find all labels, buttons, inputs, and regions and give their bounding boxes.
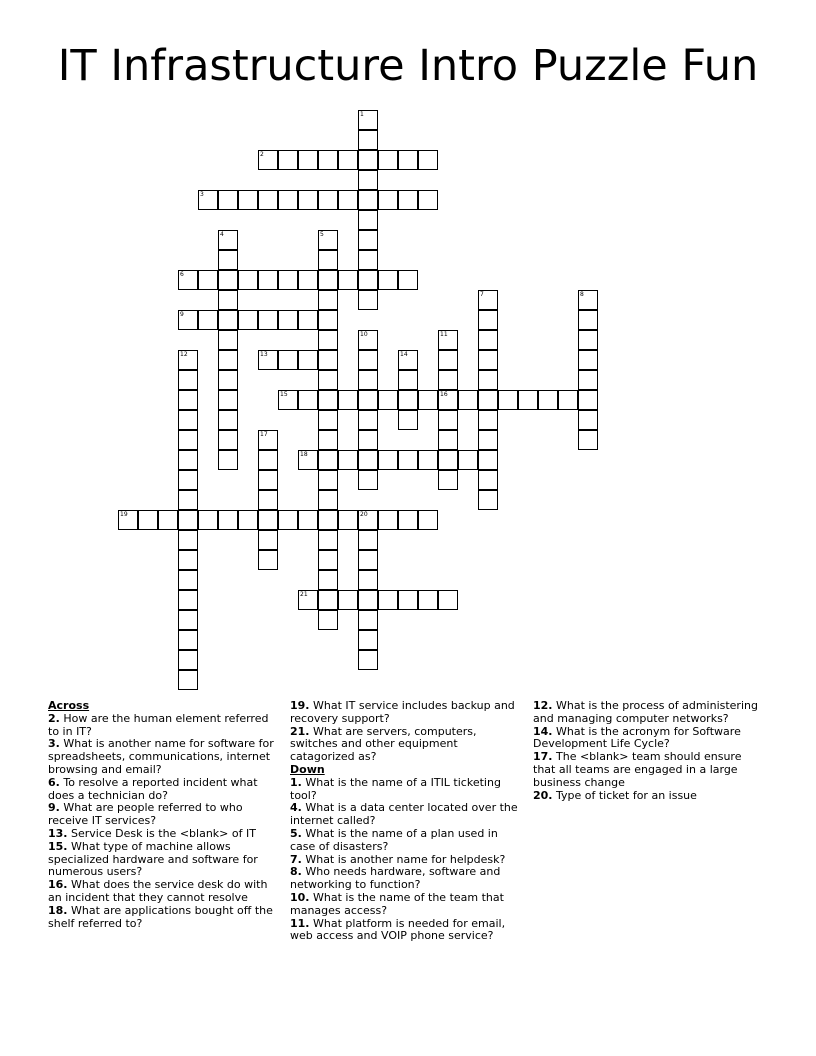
grid-cell[interactable] — [178, 670, 198, 690]
grid-cell[interactable] — [218, 290, 238, 310]
grid-cell[interactable] — [178, 590, 198, 610]
grid-cell[interactable] — [398, 270, 418, 290]
grid-cell[interactable] — [258, 470, 278, 490]
grid-cell[interactable] — [418, 390, 438, 410]
grid-cell[interactable] — [318, 570, 338, 590]
clue-text: What type of machine allows specialized hardware and software for numerous users? — [48, 839, 258, 879]
grid-cell[interactable] — [338, 270, 358, 290]
grid-cell[interactable] — [578, 330, 598, 350]
grid-cell[interactable] — [178, 470, 198, 490]
grid-cell[interactable] — [338, 510, 358, 530]
grid-cell[interactable] — [458, 450, 478, 470]
grid-cell[interactable] — [418, 510, 438, 530]
grid-cell[interactable] — [478, 290, 498, 310]
grid-cell[interactable] — [318, 390, 338, 410]
grid-cell[interactable] — [278, 190, 298, 210]
grid-cell[interactable] — [438, 590, 458, 610]
grid-cell[interactable] — [278, 310, 298, 330]
down-heading: Down — [290, 762, 325, 776]
grid-cell[interactable] — [258, 190, 278, 210]
clue-number: 13. — [48, 826, 68, 840]
clue-number: 12. — [533, 699, 553, 712]
grid-cell[interactable] — [438, 430, 458, 450]
grid-cell[interactable] — [398, 590, 418, 610]
grid-cell[interactable] — [358, 170, 378, 190]
grid-cell[interactable] — [358, 330, 378, 350]
clue-number: 2. — [48, 711, 60, 725]
down-clue — [290, 918, 522, 944]
grid-cell[interactable] — [318, 410, 338, 430]
clue-text: What IT service includes backup and recovery support? — [290, 699, 515, 725]
grid-cell[interactable] — [418, 150, 438, 170]
across-clue — [48, 713, 278, 739]
grid-cell[interactable] — [358, 150, 378, 170]
grid-cell[interactable] — [258, 510, 278, 530]
clue-number-label: 6 — [180, 271, 184, 278]
grid-cell[interactable] — [478, 310, 498, 330]
grid-cell[interactable] — [258, 430, 278, 450]
grid-cell[interactable] — [438, 330, 458, 350]
grid-cell[interactable] — [478, 370, 498, 390]
clue-text: What are applications bought off the shelf referred to? — [48, 903, 273, 930]
across-clue — [48, 777, 278, 803]
clue-number: 20. — [533, 788, 553, 802]
grid-cell[interactable] — [578, 290, 598, 310]
grid-cell[interactable] — [378, 390, 398, 410]
clue-number: 19. — [290, 699, 310, 712]
grid-cell[interactable] — [358, 410, 378, 430]
grid-cell[interactable] — [338, 590, 358, 610]
clue-text: What are servers, computers, switches and other equipment catagorized as? — [290, 724, 477, 764]
down-clue — [290, 892, 522, 918]
grid-cell[interactable] — [358, 110, 378, 130]
grid-cell[interactable] — [218, 510, 238, 530]
grid-cell[interactable] — [358, 590, 378, 610]
grid-cell[interactable] — [258, 450, 278, 470]
clue-text: The <blank> team should ensure that all teams are engaged in a large business change — [533, 750, 742, 789]
clue-number-label: 9 — [180, 311, 184, 318]
grid-cell[interactable] — [358, 270, 378, 290]
grid-cell[interactable] — [258, 490, 278, 510]
clue-number-label: 1 — [360, 111, 364, 118]
grid-cell[interactable] — [218, 410, 238, 430]
grid-cell[interactable] — [358, 250, 378, 270]
grid-cell[interactable] — [378, 590, 398, 610]
clue-number-label: 10 — [360, 331, 368, 338]
grid-cell[interactable] — [478, 490, 498, 510]
grid-cell[interactable] — [358, 190, 378, 210]
clue-number: 7. — [290, 852, 302, 866]
grid-cell[interactable] — [198, 190, 218, 210]
grid-cell[interactable] — [398, 150, 418, 170]
clue-number-label: 15 — [280, 391, 288, 398]
grid-cell[interactable] — [338, 390, 358, 410]
grid-cell[interactable] — [398, 390, 418, 410]
grid-cell[interactable] — [558, 390, 578, 410]
clue-text: What is the acronym for Software Development Life Cycle? — [533, 724, 741, 751]
grid-cell[interactable] — [418, 450, 438, 470]
grid-cell[interactable] — [378, 150, 398, 170]
across-clue — [48, 802, 278, 828]
grid-cell[interactable] — [498, 390, 518, 410]
clue-number: 21. — [290, 724, 310, 738]
clue-number-label: 7 — [480, 291, 484, 298]
grid-cell[interactable] — [358, 230, 378, 250]
grid-cell[interactable] — [478, 390, 498, 410]
grid-cell[interactable] — [358, 130, 378, 150]
grid-cell[interactable] — [338, 150, 358, 170]
grid-cell[interactable] — [318, 490, 338, 510]
grid-cell[interactable] — [318, 330, 338, 350]
grid-cell[interactable] — [218, 390, 238, 410]
grid-cell[interactable] — [298, 350, 318, 370]
grid-cell[interactable] — [178, 610, 198, 630]
clue-text: How are the human element referred to in IT? — [48, 711, 269, 738]
grid-cell[interactable] — [278, 350, 298, 370]
grid-cell[interactable] — [298, 450, 318, 470]
grid-cell[interactable] — [318, 150, 338, 170]
grid-cell[interactable] — [398, 350, 418, 370]
grid-cell[interactable] — [118, 510, 138, 530]
grid-cell[interactable] — [218, 250, 238, 270]
clue-text: What is another name for software for spreadsheets, communications, internet browsing and email? — [48, 737, 274, 776]
clue-number-label: 16 — [440, 391, 448, 398]
grid-cell[interactable] — [178, 490, 198, 510]
clue-number-label: 11 — [440, 331, 448, 338]
grid-cell[interactable] — [338, 450, 358, 470]
grid-cell[interactable] — [158, 510, 178, 530]
clue-number: 16. — [48, 878, 68, 892]
grid-cell[interactable] — [178, 370, 198, 390]
grid-cell[interactable] — [218, 350, 238, 370]
across-clue — [48, 905, 278, 931]
grid-cell[interactable] — [178, 390, 198, 410]
grid-cell[interactable] — [178, 510, 198, 530]
grid-cell[interactable] — [258, 530, 278, 550]
grid-cell[interactable] — [258, 270, 278, 290]
grid-cell[interactable] — [438, 370, 458, 390]
down-clue — [533, 700, 765, 726]
grid-cell[interactable] — [278, 390, 298, 410]
grid-cell[interactable] — [438, 470, 458, 490]
clue-number-label: 3 — [200, 191, 204, 198]
grid-cell[interactable] — [318, 590, 338, 610]
clue-text: To resolve a reported incident what does a technician do? — [48, 775, 258, 802]
grid-cell[interactable] — [358, 650, 378, 670]
grid-cell[interactable] — [578, 390, 598, 410]
puzzle-title: IT Infrastructure Intro Puzzle Fun — [57, 41, 759, 91]
grid-cell[interactable] — [218, 330, 238, 350]
grid-cell[interactable] — [438, 450, 458, 470]
down-clue — [290, 802, 522, 828]
clue-number-label: 18 — [300, 451, 308, 458]
grid-cell[interactable] — [578, 310, 598, 330]
grid-cell[interactable] — [318, 530, 338, 550]
clue-number: 18. — [48, 903, 68, 917]
grid-cell[interactable] — [198, 270, 218, 290]
grid-cell[interactable] — [398, 410, 418, 430]
grid-cell[interactable] — [458, 390, 478, 410]
grid-cell[interactable] — [358, 370, 378, 390]
grid-cell[interactable] — [318, 350, 338, 370]
clue-number: 17. — [533, 750, 553, 764]
grid-cell[interactable] — [298, 190, 318, 210]
grid-cell[interactable] — [178, 450, 198, 470]
grid-cell[interactable] — [298, 270, 318, 290]
clues-column-2 — [290, 700, 522, 943]
grid-cell[interactable] — [358, 510, 378, 530]
grid-cell[interactable] — [278, 150, 298, 170]
clue-number-label: 4 — [220, 231, 224, 238]
clue-number-label: 17 — [260, 431, 268, 438]
clue-text: Who needs hardware, software and networking to function? — [290, 865, 501, 892]
down-clue — [290, 828, 522, 854]
clue-text: Service Desk is the <blank> of IT — [71, 826, 256, 840]
grid-cell[interactable] — [478, 470, 498, 490]
clue-number-label: 21 — [300, 591, 308, 598]
clue-text: Type of ticket for an issue — [556, 788, 697, 802]
grid-cell[interactable] — [338, 190, 358, 210]
clue-number-label: 20 — [360, 511, 368, 518]
grid-cell[interactable] — [298, 150, 318, 170]
grid-cell[interactable] — [318, 550, 338, 570]
grid-cell[interactable] — [478, 350, 498, 370]
grid-cell[interactable] — [218, 450, 238, 470]
across-clue — [290, 726, 522, 764]
grid-cell[interactable] — [238, 190, 258, 210]
grid-cell[interactable] — [178, 270, 198, 290]
grid-cell[interactable] — [438, 390, 458, 410]
grid-cell[interactable] — [218, 370, 238, 390]
grid-cell[interactable] — [358, 350, 378, 370]
clue-number: 5. — [290, 826, 302, 840]
clue-number: 3. — [48, 737, 60, 751]
grid-cell[interactable] — [238, 510, 258, 530]
grid-cell[interactable] — [358, 570, 378, 590]
grid-cell[interactable] — [478, 430, 498, 450]
clue-text: What is another name for helpdesk? — [305, 852, 506, 866]
clue-number: 10. — [290, 890, 310, 904]
grid-cell[interactable] — [418, 590, 438, 610]
grid-cell[interactable] — [358, 470, 378, 490]
grid-cell[interactable] — [438, 350, 458, 370]
grid-cell[interactable] — [318, 510, 338, 530]
grid-cell[interactable] — [538, 390, 558, 410]
clue-number-label: 14 — [400, 351, 408, 358]
down-clue — [290, 777, 522, 803]
clue-number: 9. — [48, 801, 60, 815]
grid-cell[interactable] — [278, 270, 298, 290]
clue-number: 15. — [48, 839, 68, 853]
grid-cell[interactable] — [238, 270, 258, 290]
grid-cell[interactable] — [318, 230, 338, 250]
clue-text: What is the process of administering and managing computer networks? — [533, 699, 758, 725]
grid-cell[interactable] — [218, 430, 238, 450]
down-clue — [533, 751, 765, 789]
clue-number-label: 2 — [260, 151, 264, 158]
clue-text: What platform is needed for email, web access and VOIP phone service? — [290, 916, 506, 943]
down-clue — [290, 866, 522, 892]
grid-cell[interactable] — [398, 370, 418, 390]
grid-cell[interactable] — [378, 190, 398, 210]
clues-column-3 — [533, 700, 765, 802]
grid-cell[interactable] — [358, 630, 378, 650]
clue-number: 4. — [290, 801, 302, 815]
grid-cell[interactable] — [318, 190, 338, 210]
clue-number-label: 19 — [120, 511, 128, 518]
grid-cell[interactable] — [178, 310, 198, 330]
down-clue — [533, 790, 765, 803]
grid-cell[interactable] — [198, 310, 218, 330]
clue-text: What does the service desk do with an incident that they cannot resolve — [48, 878, 268, 904]
grid-cell[interactable] — [358, 550, 378, 570]
across-heading: Across — [48, 699, 90, 712]
grid-cell[interactable] — [198, 510, 218, 530]
across-clue — [48, 841, 278, 879]
grid-cell[interactable] — [578, 430, 598, 450]
across-clue — [48, 738, 278, 776]
clue-number: 11. — [290, 916, 310, 930]
grid-cell[interactable] — [318, 310, 338, 330]
grid-cell[interactable] — [318, 430, 338, 450]
grid-cell[interactable] — [478, 410, 498, 430]
grid-cell[interactable] — [578, 410, 598, 430]
grid-cell[interactable] — [318, 470, 338, 490]
grid-cell[interactable] — [318, 370, 338, 390]
grid-cell[interactable] — [178, 650, 198, 670]
grid-cell[interactable] — [358, 530, 378, 550]
clue-number: 1. — [290, 775, 302, 789]
grid-cell[interactable] — [578, 350, 598, 370]
across-clue — [290, 700, 522, 726]
grid-cell[interactable] — [218, 310, 238, 330]
grid-cell[interactable] — [218, 270, 238, 290]
grid-cell[interactable] — [378, 510, 398, 530]
grid-cell[interactable] — [358, 430, 378, 450]
grid-cell[interactable] — [318, 290, 338, 310]
grid-cell[interactable] — [238, 310, 258, 330]
grid-cell[interactable] — [178, 530, 198, 550]
grid-cell[interactable] — [218, 190, 238, 210]
grid-cell[interactable] — [178, 430, 198, 450]
grid-cell[interactable] — [358, 610, 378, 630]
grid-cell[interactable] — [478, 450, 498, 470]
grid-cell[interactable] — [358, 290, 378, 310]
grid-cell[interactable] — [418, 190, 438, 210]
grid-cell[interactable] — [178, 630, 198, 650]
grid-cell[interactable] — [298, 510, 318, 530]
grid-cell[interactable] — [378, 270, 398, 290]
grid-cell[interactable] — [298, 390, 318, 410]
grid-cell[interactable] — [178, 550, 198, 570]
grid-cell[interactable] — [438, 410, 458, 430]
grid-cell[interactable] — [318, 270, 338, 290]
grid-cell[interactable] — [358, 450, 378, 470]
grid-cell[interactable] — [478, 330, 498, 350]
grid-cell[interactable] — [378, 450, 398, 470]
clue-text: What are people referred to who receive IT services? — [48, 801, 243, 828]
clue-number: 14. — [533, 724, 553, 738]
grid-cell[interactable] — [398, 510, 418, 530]
clue-number-label: 8 — [580, 291, 584, 298]
grid-cell[interactable] — [178, 570, 198, 590]
grid-cell[interactable] — [578, 370, 598, 390]
grid-cell[interactable] — [178, 350, 198, 370]
grid-cell[interactable] — [298, 590, 318, 610]
grid-cell[interactable] — [318, 250, 338, 270]
grid-cell[interactable] — [318, 450, 338, 470]
clue-text: What is the name of the team that manages access? — [290, 890, 504, 917]
grid-cell[interactable] — [318, 610, 338, 630]
clue-number-label: 13 — [260, 351, 268, 358]
down-clue — [533, 726, 765, 752]
grid-cell[interactable] — [278, 510, 298, 530]
clue-text: What is the name of a plan used in case of disasters? — [290, 826, 498, 853]
clue-number-label: 5 — [320, 231, 324, 238]
grid-cell[interactable] — [358, 390, 378, 410]
grid-cell[interactable] — [518, 390, 538, 410]
grid-cell[interactable] — [258, 350, 278, 370]
clue-number-label: 12 — [180, 351, 188, 358]
grid-cell[interactable] — [398, 450, 418, 470]
grid-cell[interactable] — [218, 230, 238, 250]
grid-cell[interactable] — [398, 190, 418, 210]
clue-number: 6. — [48, 775, 60, 789]
grid-cell[interactable] — [258, 550, 278, 570]
clues-column-1 — [48, 700, 278, 930]
clue-text: What is the name of a ITIL ticketing tool? — [290, 775, 501, 802]
grid-cell[interactable] — [298, 310, 318, 330]
across-clue — [48, 879, 278, 905]
clue-number: 8. — [290, 865, 302, 879]
clue-text: What is a data center located over the internet called? — [290, 801, 518, 828]
grid-cell[interactable] — [358, 210, 378, 230]
grid-cell[interactable] — [258, 310, 278, 330]
grid-cell[interactable] — [258, 150, 278, 170]
grid-cell[interactable] — [138, 510, 158, 530]
grid-cell[interactable] — [178, 410, 198, 430]
